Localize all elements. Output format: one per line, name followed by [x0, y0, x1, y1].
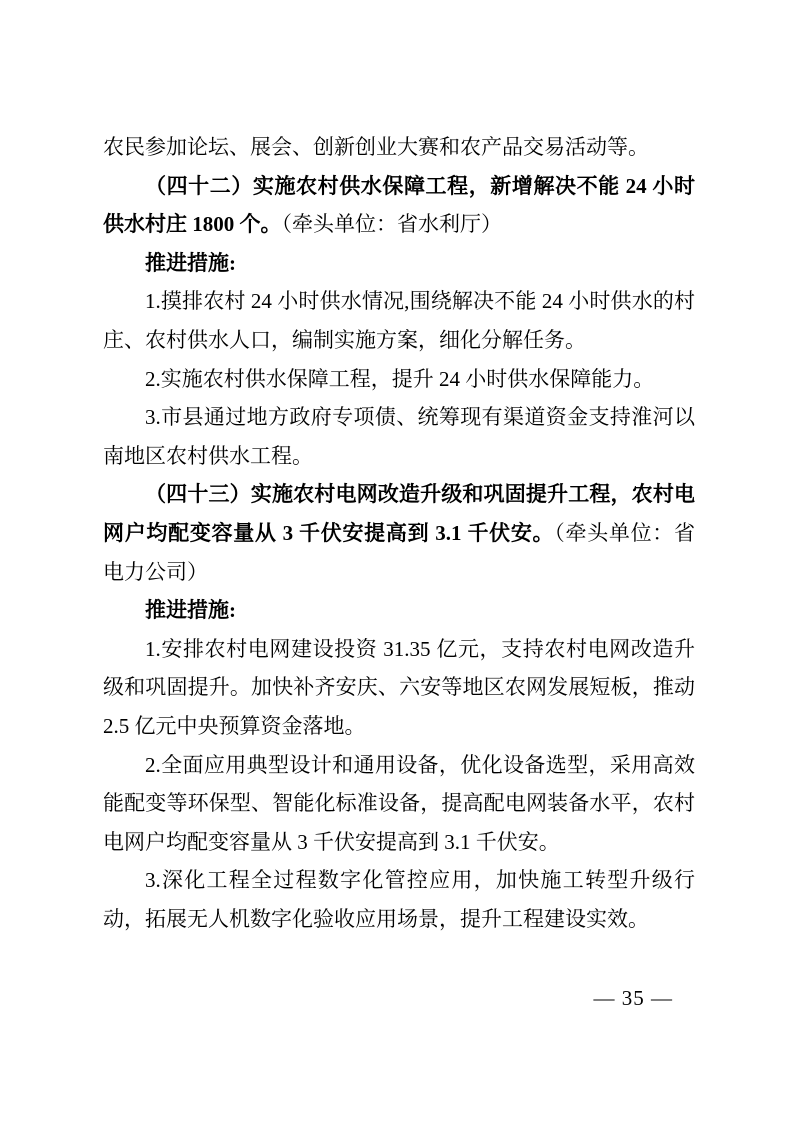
section-heading-43 — [103, 475, 695, 591]
measure-item-43-1: 1.安排农村电网建设投资 31.35 亿元，支持农村电网改造升级和巩固提升。加快补齐安庆、六安等地区农网发展短板，推动 2.5 亿元中央预算资金落地。 — [103, 636, 695, 738]
measure-item-42-1: 1.摸排农村 24 小时供水情况,围绕解决不能 24 小时供水的村庄、农村供水人口，编制实施方案，细化分解任务。 — [103, 289, 695, 352]
page-number: — 35 — — [593, 986, 673, 1010]
document-body — [103, 128, 695, 938]
measure-item-43-3: 3.深化工程全过程数字化管控应用，加快施工转型升级行动，拓展无人机数字化验收应用场景，提升工程建设实效。 — [103, 868, 695, 931]
section-heading-42-title: （四十二）实施农村供水保障工程，新增解决不能 24 小时供水村庄 1800 个。 — [103, 173, 695, 237]
measure-item-42-2: 2.实施农村供水保障工程，提升 24 小时供水保障能力。 — [145, 366, 655, 391]
measures-label-43: 推进措施: — [145, 598, 236, 623]
section-heading-43-title: （四十三）实施农村电网改造升级和巩固提升工程，农村电网户均配变容量从 3 千伏安提高到 3.1 千伏安。 — [103, 482, 695, 545]
section-heading-43-lead-unit: （牵头单位：省电力公司） — [103, 520, 696, 584]
section-heading-42 — [103, 167, 695, 244]
paragraph-continuation: 农民参加论坛、展会、创新创业大赛和农产品交易活动等。 — [103, 135, 649, 159]
measure-item-43-2: 2.全面应用典型设计和通用设备，优化设备选型，采用高效能配变等环保型、智能化标准设备，提高配电网装备水平，农村电网户均配变容量从 3 千伏安提高到 3.1 千伏安。 — [103, 752, 695, 854]
measures-label-42: 推进措施: — [145, 250, 236, 275]
section-heading-42-lead-unit: （牵头单位：省水利厅） — [281, 212, 502, 237]
measure-item-42-3: 3.市县通过地方政府专项债、统筹现有渠道资金支持淮河以南地区农村供水工程。 — [103, 405, 695, 468]
